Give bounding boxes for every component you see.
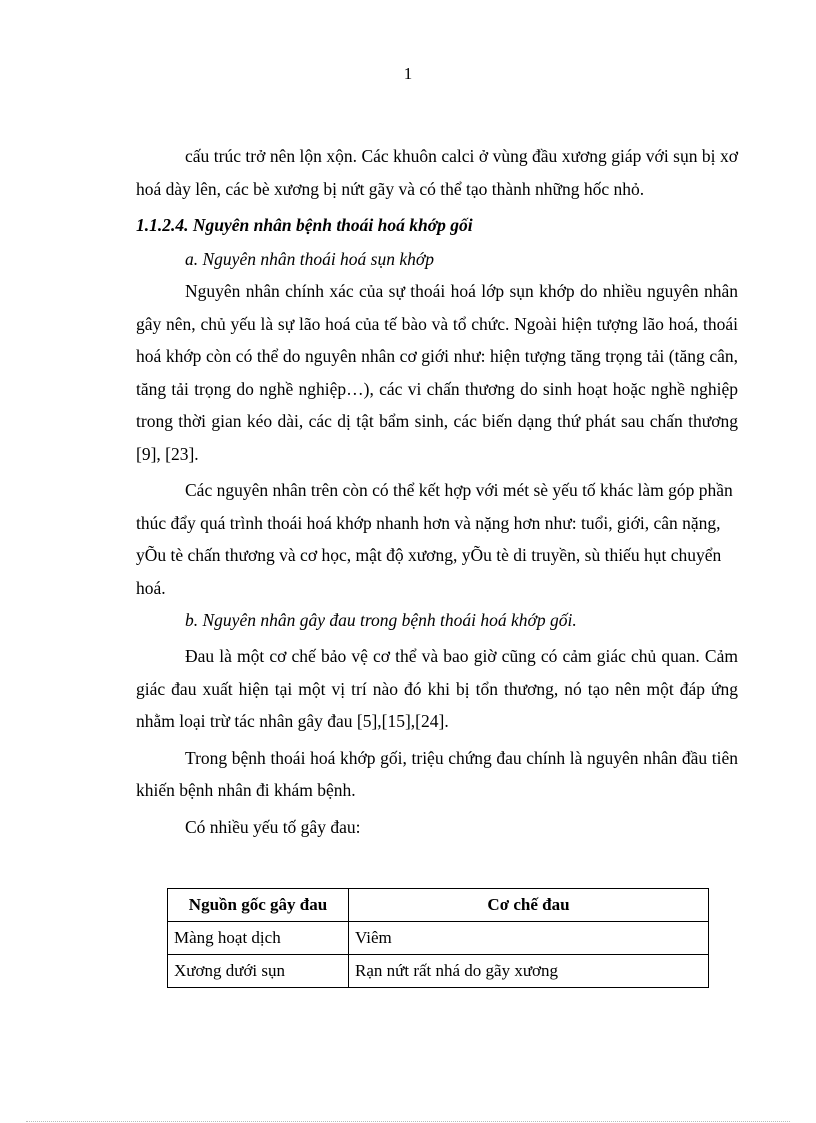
table-cell: Rạn nứt rất nhá do gãy xương <box>349 955 709 988</box>
table-row <box>168 922 709 955</box>
table-cell: Viêm <box>349 922 709 955</box>
pain-sources-table <box>167 888 709 988</box>
table-cell: Màng hoạt dịch <box>168 922 349 955</box>
page-number: 1 <box>403 64 413 83</box>
table-row <box>168 955 709 988</box>
table-header-cell: Cơ chế đau <box>349 889 709 922</box>
document-body <box>136 140 738 843</box>
subheading-pain-causes: b. Nguyên nhân gây đau trong bệnh thoái hoá khớp gối. <box>185 610 577 630</box>
paragraph-causes: Nguyên nhân chính xác của sự thoái hoá lớp sụn khớp do nhiều nguyên nhân gây nên, chủ yếu là sự lão hoá của tế bào và tổ chức. Ngoài hiện tượng lão hoá, thoái hoá khớp còn có thể do nguyên nhân cơ giới như: hiện tượng tăng trọng tải (tăng cân, tăng tải trọng do nghề nghiệp…), các vi chấn thương do sinh hoạt hoặc nghề nghiệp trong thời gian kéo dài, các dị tật bẩm sinh, các biến dạng thứ phát sau chấn thương [9], [23]. <box>136 281 738 464</box>
page-bottom-divider <box>26 1121 790 1122</box>
table-header-cell: Nguồn gốc gây đau <box>168 889 349 922</box>
table-header-row <box>168 889 709 922</box>
paragraph-pain-factors-intro: Có nhiều yếu tố gây đau: <box>185 816 361 837</box>
paragraph-risk-factors: Các nguyên nhân trên còn có thể kết hợp với mét sè yếu tố khác làm góp phần thúc đẩy quá trình thoái hoá khớp nhanh hơn và nặng hơn như: tuổi, giới, cân nặng, yÕu tè chấn thương và cơ học, mật độ xương, yÕu tè di truyền, sù thiếu hụt chuyển hoá. <box>136 480 733 598</box>
subheading-cartilage-causes: a. Nguyên nhân thoái hoá sụn khớp <box>185 249 434 269</box>
section-heading: 1.1.2.4. Nguyên nhân bệnh thoái hoá khớp gối <box>136 215 473 235</box>
table-cell: Xương dưới sụn <box>168 955 349 988</box>
paragraph-pain-mechanism: Đau là một cơ chế bảo vệ cơ thể và bao giờ cũng có cảm giác chủ quan. Cảm giác đau xuất hiện tại một vị trí nào đó khi bị tổn thương, nó tạo nên một đáp ứng nhằm loại trừ tác nhân gây đau [5],[15],[24]. <box>136 646 738 731</box>
paragraph-bone-structure: cấu trúc trở nên lộn xộn. Các khuôn calci ở vùng đầu xương giáp với sụn bị xơ hoá dày lên, các bè xương bị nứt gãy và có thể tạo thành những hốc nhỏ. <box>136 146 738 199</box>
paragraph-pain-symptom: Trong bệnh thoái hoá khớp gối, triệu chứng đau chính là nguyên nhân đầu tiên khiến bệnh nhân đi khám bệnh. <box>136 747 738 800</box>
